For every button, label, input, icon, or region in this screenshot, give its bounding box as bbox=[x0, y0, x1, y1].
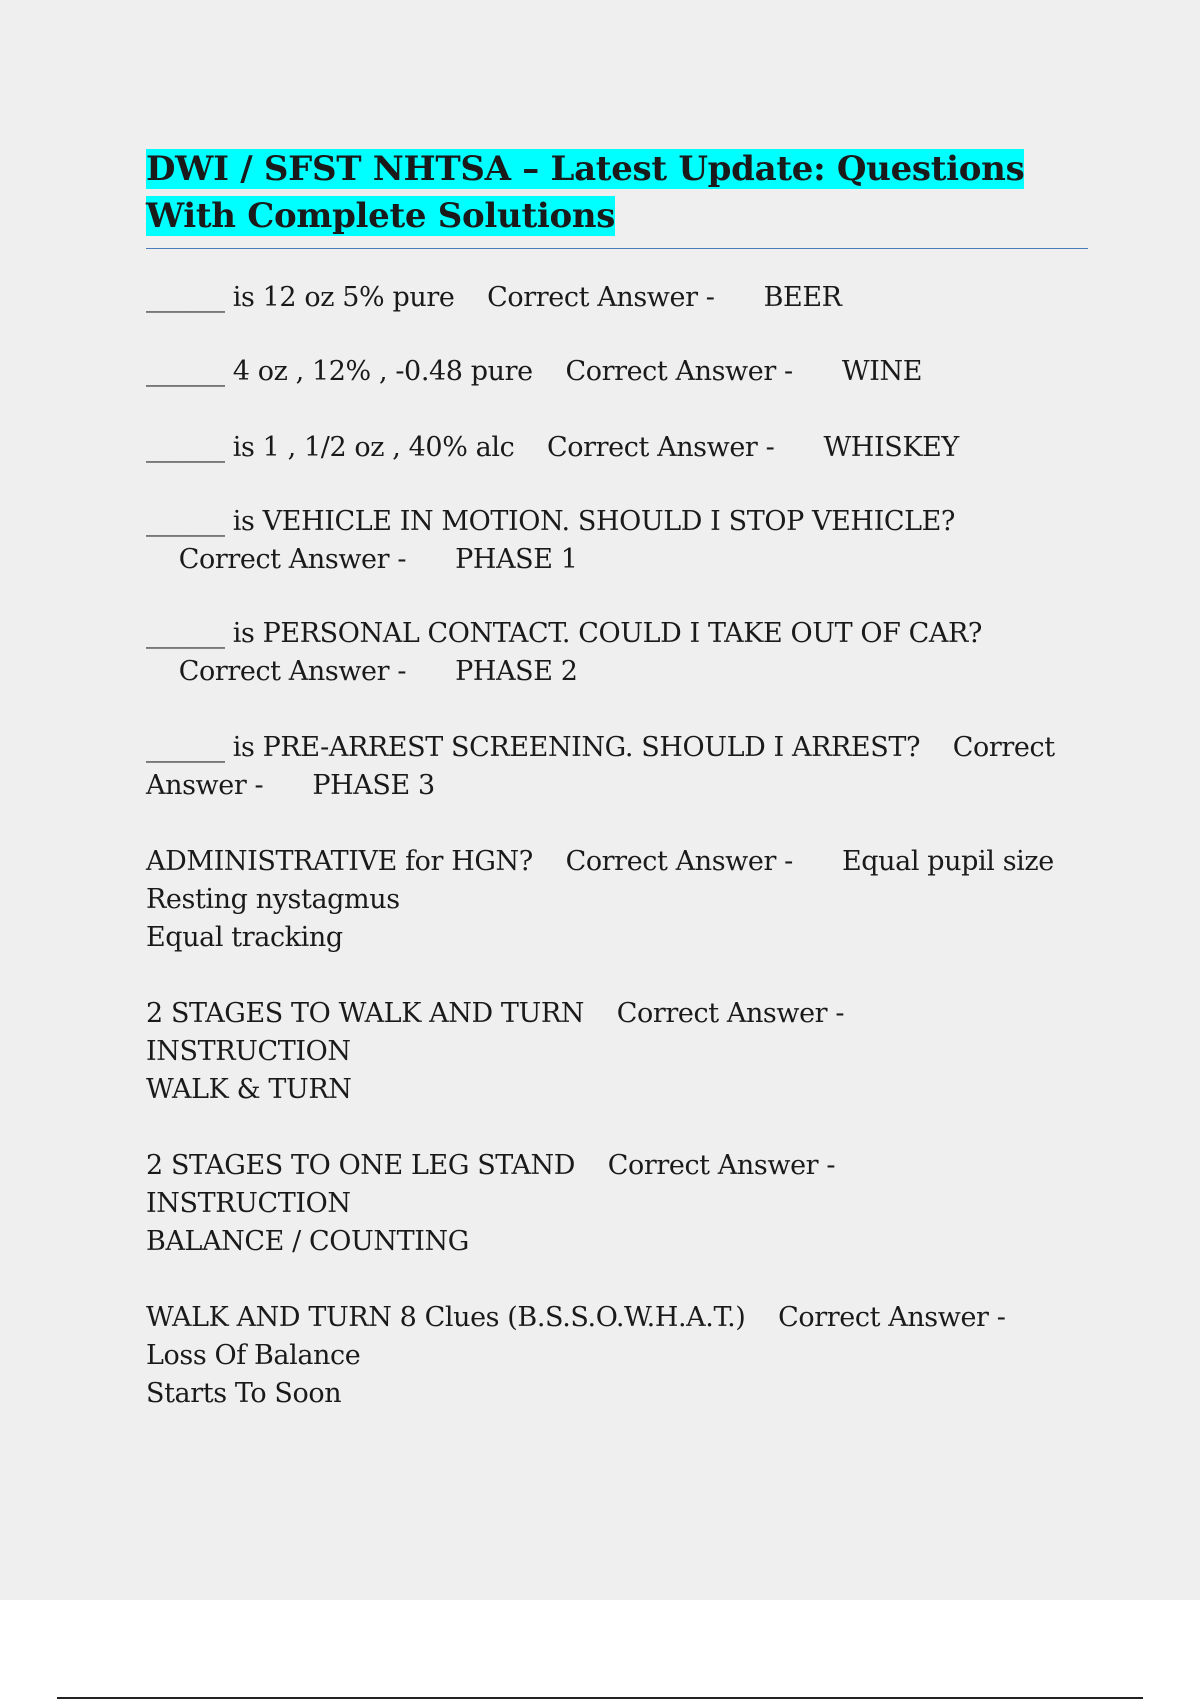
qa-item-hgn bbox=[146, 843, 1088, 957]
answer-label: Correct Answer - bbox=[178, 544, 407, 575]
answer-label: Correct Answer - bbox=[778, 1302, 1006, 1333]
question-text: 2 STAGES TO WALK AND TURN bbox=[146, 998, 585, 1029]
document-content bbox=[146, 146, 1088, 1413]
qa-item-phase-3 bbox=[146, 729, 1088, 805]
question-text: WALK AND TURN 8 Clues (B.S.S.O.W.H.A.T.) bbox=[146, 1302, 746, 1333]
qa-item-beer bbox=[146, 279, 1088, 317]
qa-item-walk-and-turn-stages bbox=[146, 995, 1088, 1109]
qa-item-whiskey bbox=[146, 429, 1088, 467]
answer-text: Equal pupil size bbox=[841, 846, 1054, 877]
answer-text: Resting nystagmus bbox=[146, 884, 400, 915]
question-text: ______ 4 oz , 12% , -0.48 pure bbox=[146, 356, 533, 387]
answer-text: PHASE 1 bbox=[455, 544, 578, 575]
answer-text: BALANCE / COUNTING bbox=[146, 1226, 469, 1257]
question-text: 2 STAGES TO ONE LEG STAND bbox=[146, 1150, 576, 1181]
answer-text: PHASE 3 bbox=[312, 770, 435, 801]
answer-label: Correct Answer - bbox=[607, 1150, 836, 1181]
answer-text: Equal tracking bbox=[146, 922, 343, 953]
question-text: ______ is 12 oz 5% pure bbox=[146, 282, 455, 313]
answer-text: WHISKEY bbox=[823, 432, 959, 463]
answer-label: Correct Answer - bbox=[565, 846, 793, 877]
answer-label: Correct Answer - bbox=[547, 432, 775, 463]
document-title bbox=[146, 146, 1088, 249]
answer-text: BEER bbox=[763, 282, 842, 313]
question-text: ______ is VEHICLE IN MOTION. SHOULD I STOP VEHICLE? bbox=[146, 506, 956, 537]
question-text: ______ is PERSONAL CONTACT. COULD I TAKE OUT OF CAR? bbox=[146, 618, 982, 649]
answer-label: Correct Answer - bbox=[146, 732, 1055, 801]
question-text: ADMINISTRATIVE for HGN? bbox=[146, 846, 533, 877]
answer-text: WALK & TURN bbox=[146, 1074, 352, 1105]
answer-text: INSTRUCTION bbox=[146, 1036, 351, 1067]
answer-text: Loss Of Balance bbox=[146, 1340, 361, 1371]
answer-label: Correct Answer - bbox=[565, 356, 793, 387]
answer-text: Starts To Soon bbox=[146, 1378, 342, 1409]
title-line-1: DWI / SFST NHTSA – Latest Update: Questions bbox=[146, 149, 1025, 189]
qa-item-wine bbox=[146, 353, 1088, 391]
page-bottom-divider bbox=[57, 1697, 1143, 1699]
title-line-2: With Complete Solutions bbox=[146, 196, 616, 236]
answer-text: WINE bbox=[841, 356, 923, 387]
qa-item-phase-1 bbox=[146, 503, 1088, 579]
answer-label: Correct Answer - bbox=[616, 998, 845, 1029]
answer-label: Correct Answer - bbox=[487, 282, 715, 313]
question-text: ______ is PRE-ARREST SCREENING. SHOULD I ARREST? bbox=[146, 732, 921, 763]
qa-item-one-leg-stand-stages bbox=[146, 1147, 1088, 1261]
question-text: ______ is 1 , 1/2 oz , 40% alc bbox=[146, 432, 515, 463]
answer-label: Correct Answer - bbox=[178, 656, 407, 687]
answer-text: INSTRUCTION bbox=[146, 1188, 351, 1219]
qa-item-walk-and-turn-clues bbox=[146, 1299, 1088, 1413]
answer-text: PHASE 2 bbox=[455, 656, 578, 687]
qa-item-phase-2 bbox=[146, 615, 1088, 691]
